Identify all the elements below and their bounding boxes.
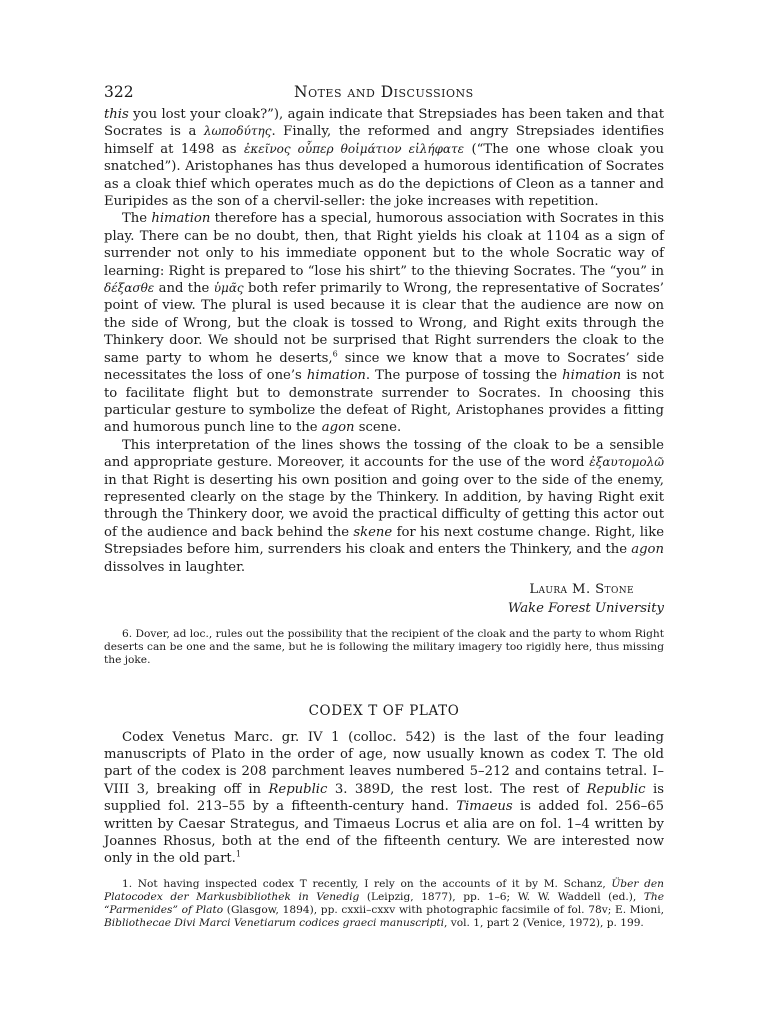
paragraph <box>104 210 664 436</box>
text-run: . The purpose of tossing the <box>365 368 563 384</box>
italic-text: skene <box>353 524 393 540</box>
text-run: 3. 389D, the rest lost. The rest of <box>327 781 587 797</box>
footnote-ref: 1 <box>235 850 241 860</box>
text-run: (Glasgow, 1894), pp. cxxii–cxxv with photographic facsimile of fol. 78v; E. Mioni, <box>223 904 665 917</box>
greek-text: ἐξαυτομολῶ <box>589 455 664 470</box>
text-run: for his next costume change. Right, like Strepsiades before him, surrenders his cloak and enters the Thinkery, and the <box>104 524 665 558</box>
italic-text: Republic <box>586 781 646 797</box>
text-run: is added fol. 256–65 written by Caesar Strategus, and Timaeus Locrus et alia are on fol. 1–4 written by Joannes Rhosus, both at the end of the fifteenth century. We are interested now only in the old part. <box>104 799 664 867</box>
running-head-title: Notes and Discussions <box>294 83 474 101</box>
italic-text: Über den Platocodex der Markusbibliothek in Venedig <box>104 877 664 904</box>
text-run: you lost your cloak?”), again indicate that Strepsiades has been taken and that Socrates is a <box>104 107 664 140</box>
italic-text: Timaeus <box>456 799 513 815</box>
text-run: Codex Venetus Marc. gr. IV 1 (colloc. 542) is the last of the four leading manuscripts of Plato in the order of age, now usually known as codex T. The old part of the codex is 208 parchment leaves numbered 5–212 and contains tetral. I–VIII 3, breaking off in <box>104 729 664 797</box>
footnote-1 <box>104 878 664 931</box>
italic-text: this <box>104 107 129 122</box>
text-run: 1. Not having inspected codex T recently, I rely on the accounts of it by M. Schanz, <box>122 877 612 890</box>
paragraph <box>104 437 664 576</box>
italic-text: Bibliothecae Divi Marci Venetiarum codices graeci manuscripti <box>104 917 445 930</box>
text-run: is supplied fol. 213–55 by a fifteenth-century hand. <box>104 781 664 815</box>
author-name: Laura M. Stone <box>529 581 634 597</box>
paragraph <box>104 729 664 868</box>
article-1 <box>104 106 664 576</box>
paragraph <box>104 106 664 210</box>
text-run: is not to facilitate flight but to demonstrate surrender to Socrates. In choosing this particular gesture to symbolize the defeat of Right, Aristophanes provides a fitting and humorous punch line to the <box>104 368 664 436</box>
italic-text: agon <box>321 420 355 436</box>
text-run: scene. <box>354 420 402 436</box>
text-run: The <box>122 211 152 227</box>
italic-text: himation <box>562 368 622 384</box>
text-run: , vol. 1, part 2 (Venice, 1972), p. 199. <box>444 917 644 930</box>
greek-text: δέξασθε <box>104 281 155 296</box>
text-run: and the <box>154 281 214 297</box>
footnote-ref: 6 <box>332 349 338 359</box>
text-run: (Leipzig, 1877), pp. 1–6; W. W. Waddell (ed.), <box>359 891 644 904</box>
section-title: CODEX T OF PLATO <box>308 702 460 719</box>
greek-text: λωποδύτης <box>203 124 272 139</box>
italic-text: himation <box>151 211 211 227</box>
article-2 <box>104 729 664 868</box>
text-run: in that Right is deserting his own position and going over to the side of the enemy, represented clearly on the stage by the Thinkery. In addition, by having Right exit through the Thinkery door, we avoid the practical difficulty of getting this actor out of the audience and back behind the <box>104 472 664 540</box>
text-run: . Finally, the reformed and angry Strepsiades identifies himself at 1498 as <box>104 124 664 157</box>
text-run: This interpretation of the lines shows the tossing of the cloak to be a sensible and appropriate gesture. Moreover, it accounts for the use of the word <box>104 437 664 471</box>
italic-text: The “Parmenides” of Plato <box>104 891 664 917</box>
text-run: therefore has a special, humorous association with Socrates in this play. There can be no doubt, then, that Right yields his cloak at 1104 as a sign of surrender not only to his immediate opponent but to the whole Socratic way of learning: Right is prepared to “lose his shirt” to the thieving Socrates. The “you” in <box>104 211 664 279</box>
italic-text: Republic <box>268 781 328 797</box>
running-head <box>104 78 664 106</box>
italic-text: agon <box>631 542 664 558</box>
page <box>104 78 664 931</box>
signature <box>104 580 664 618</box>
text-run: since we know that a move to Socrates’ side necessitates the loss of one’s <box>104 350 664 384</box>
greek-text: ἐκεῖνος οὗπερ θοἰμάτιον εἰλήφατε <box>243 141 465 156</box>
author-affiliation: Wake Forest University <box>507 600 664 616</box>
text-run: dissolves in laughter. <box>104 559 246 575</box>
greek-text: ὑμᾶς <box>213 281 244 296</box>
text-run: (“The one whose cloak you snatched”). Aristophanes has thus developed a humorous identification of Socrates as a cloak thief which operates much as do the depictions of Cleon as a tanner and Euripides as the son of a chervil-seller: the joke increases with repetition. <box>104 141 665 210</box>
text-run: both refer primarily to Wrong, the representative of Socrates’ point of view. The plural is used because it is clear that the audience are now on the side of Wrong, but the cloak is tossed to Wrong, and Right exits through the Thinkery door. We should not be surprised that Right surrenders the cloak to the same party to whom he deserts, <box>104 281 664 366</box>
page-number: 322 <box>104 83 134 101</box>
footnote-6: 6. Dover, ad loc., rules out the possibility that the recipient of the cloak and the party to whom Right deserts can be one and the same, but he is following the military imagery too rigidly here, thus missing the joke. <box>104 627 664 667</box>
italic-text: himation <box>306 368 366 384</box>
